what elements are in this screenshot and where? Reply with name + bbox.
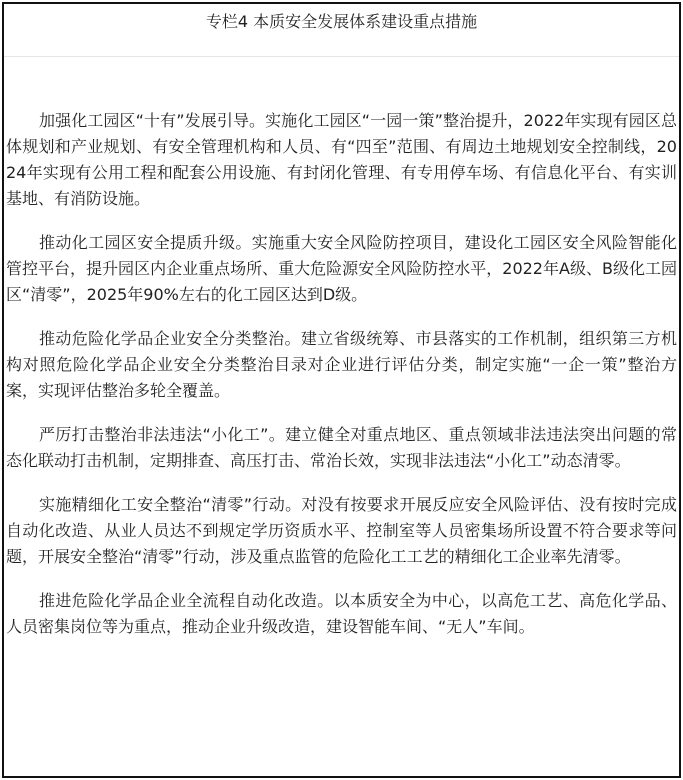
- paragraph-illegal-small-chemical: 严厉打击整治非法违法“小化工”。建立健全对重点地区、重点领域非法违法突出问题的常态化联动打击机制，定期排查、高压打击、常治长效，实现非法违法“小化工”动态清零。: [6, 425, 677, 470]
- paragraph-chemical-park-guidance: 加强化工园区“十有”发展引导。实施化工园区“一园一策”整治提升，2022年实现有园区总体规划和产业规划、有安全管理机构和人员、有“四至”范围、有周边土地规划安全控制线，2024年实现有公用工程和配套公用设施、有封闭化管理、有专用停车场、有信息化平台、有实训基地、有消防设施。: [6, 111, 677, 208]
- paragraph-fine-chemical-clearance: 实施精细化工安全整治“清零”行动。对没有按要求开展反应安全风险评估、没有按时完成自动化改造、从业人员达不到规定学历资质水平、控制室等人员密集场所设置不符合要求等问题，开展安全整治“清零”行动，涉及重点监管的危险化工工艺的精细化工企业率先清零。: [6, 495, 677, 566]
- paragraph-chemical-park-upgrade: 推动化工园区安全提质升级。实施重大安全风险防控项目，建设化工园区安全风险智能化管控平台，提升园区内企业重点场所、重大危险源安全风险防控水平，2022年A级、B级化工园区“清零”，2025年90%左右的化工园区达到D级。: [6, 233, 677, 304]
- column-box: [2, 2, 681, 778]
- box-title: 专栏4 本质安全发展体系建设重点措施: [205, 12, 478, 31]
- paragraph-automation-upgrade: 推进危险化学品企业全流程自动化改造。以本质安全为中心，以高危工艺、高危化学品、人员密集岗位等为重点，推动企业升级改造，建设智能车间、“无人”车间。: [6, 591, 677, 636]
- paragraph-enterprise-classification: 推动危险化学品企业安全分类整治。建立省级统筹、市县落实的工作机制，组织第三方机构对照危险化学品企业安全分类整治目录对企业进行评估分类，制定实施“一企一策”整治方案，实现评估整治多轮全覆盖。: [6, 329, 677, 400]
- title-divider: [4, 56, 679, 57]
- box-content: [6, 108, 677, 658]
